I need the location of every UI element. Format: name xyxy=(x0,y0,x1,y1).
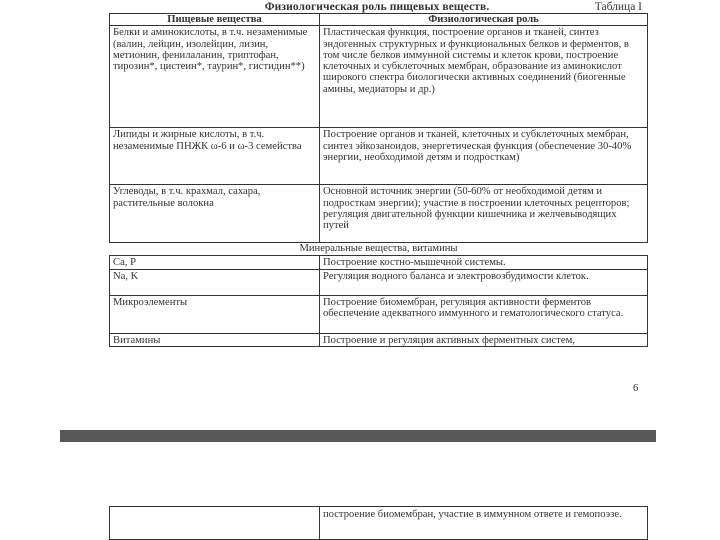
table-row xyxy=(110,128,648,185)
nutrient-cell: Витамины xyxy=(110,333,320,346)
header-nutrients: Пищевые вещества xyxy=(110,14,320,26)
table-row xyxy=(110,185,648,243)
role-cell: Построение биомембран, регуляция активности ферментов обеспечение адекватного иммунного и гематологического статуса. xyxy=(320,295,648,333)
table-row xyxy=(110,295,648,333)
table-row xyxy=(110,333,648,346)
section-row xyxy=(110,243,648,255)
table-header-row xyxy=(110,14,648,26)
nutrient-cell: Микроэлементы xyxy=(110,295,320,333)
nutrients-table xyxy=(109,13,648,347)
role-cell: Пластическая функция, построение органов и тканей, синтез эндогенных структурных и функциональных белков и ферментов, в том числе белков иммунной системы и клеток крови, построение клеточных и субклеточных мембран, образование из аминокислот широкого спектра биологически активных соединений (биогенные амины, медиаторы и др.) xyxy=(320,26,648,128)
role-cell: Регуляция водного баланса и электровозбудимости клеток. xyxy=(320,269,648,295)
table-title: Физиологическая роль пищевых веществ. xyxy=(264,1,490,13)
nutrient-cell: Белки и аминокислоты, в т.ч. незаменимые (валин, лейцин, изолейцин, лизин, метионин, фенилаланин, триптофан, тирозин*, цистеин*, таурин*, гистидин**) xyxy=(110,26,320,128)
table-row xyxy=(110,255,648,269)
header-role: Физиологическая роль xyxy=(320,14,648,26)
section-label: Минеральные вещества, витамины xyxy=(110,243,648,255)
page-number: 6 xyxy=(633,383,639,394)
nutrient-cell: Ca, P xyxy=(110,255,320,269)
role-cell: Построение и регуляция активных ферментных систем, xyxy=(320,333,648,346)
role-cell: Основной источник энергии (50-60% от необходимой детям и подросткам энергии); участие в построении клеточных рецепторов; регуляция двигательной функции кишечника и желчевыводящих путей xyxy=(320,185,648,243)
table-row xyxy=(110,507,648,540)
nutrient-cell: Липиды и жирные кислоты, в т.ч. незаменимые ПНЖК ω-6 и ω-3 семейства xyxy=(110,128,320,185)
role-cell: Построение органов и тканей, клеточных и субклеточных мембран, синтез эйкозаноидов, энергетическая функция (обеспечение 30-40% энергии, необходимой детям и подросткам) xyxy=(320,128,648,185)
continued-table xyxy=(109,506,648,540)
nutrient-cell: Углеводы, в т.ч. крахмал, сахара, растительные волокна xyxy=(110,185,320,243)
table-row xyxy=(110,26,648,128)
nutrient-cell: Na, K xyxy=(110,269,320,295)
role-cell: Построение костно-мышечной системы. xyxy=(320,255,648,269)
table-row xyxy=(110,269,648,295)
table-number: Таблица I xyxy=(594,1,642,13)
role-cell: построение биомембран, участие в иммунном ответе и гемопоэзе. xyxy=(320,507,648,540)
nutrient-cell xyxy=(110,507,320,540)
page-divider xyxy=(60,430,656,442)
